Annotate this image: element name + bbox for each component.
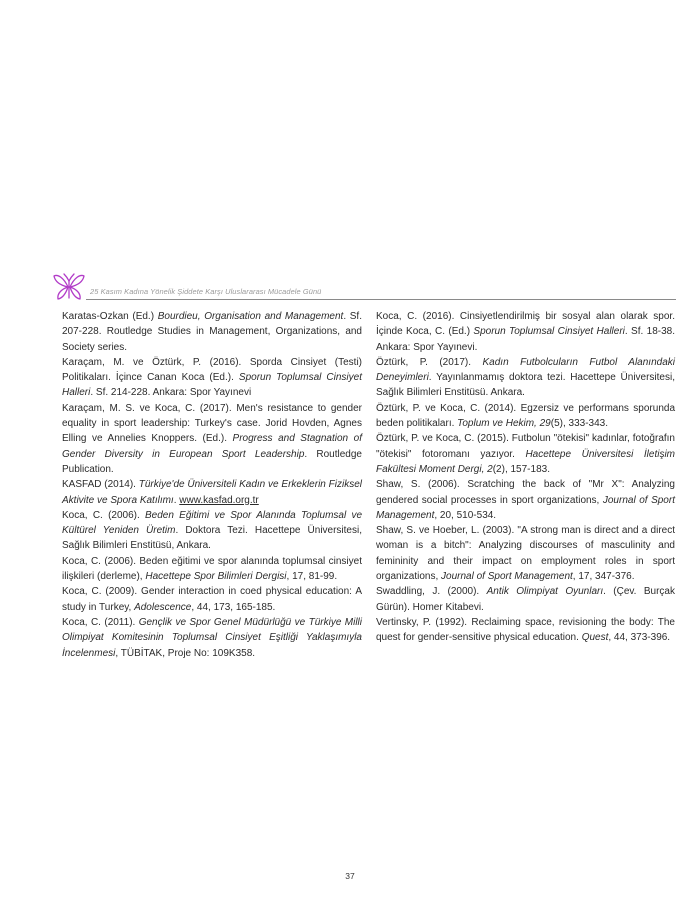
reference-entry: Koca, C. (2009). Gender interaction in coed physical education: A study in Turkey, Adolescence, 44, 173, 165-185. <box>62 586 362 613</box>
reference-entry: Koca, C. (2006). Beden Eğitimi ve Spor Alanında Toplumsal ve Kültürel Yeniden Üretim. Doktora Tezi. Hacettepe Üniversitesi, Sağlık Bilimleri Enstitüsü, Ankara. <box>62 509 363 552</box>
reference-entry: Karaçam, M. ve Öztürk, P. (2016). Sporda Cinsiyet (Testi) Politikaları. İçince Canan Koca (Ed.). Sporun Toplumsal Cinsiyet Halleri. Sf. 214-228. Ankara: Spor Yayınevi <box>62 356 362 399</box>
references-left-column <box>62 309 362 661</box>
running-title: 25 Kasım Kadına Yönelik Şiddete Karşı Uluslararası Mücadele Günü <box>90 287 322 296</box>
reference-entry: Koca, C. (2011). Gençlik ve Spor Genel Müdürlüğü ve Türkiye Milli Olimpiyat Komitesinin Toplumsal Cinsiyet Eşitliği Yaklaşımıyla İncelenmesi, TÜBİTAK, Proje No: 109K358. <box>62 616 362 659</box>
reference-entry: Öztürk, P. ve Koca, C. (2015). Futbolun "ötekisi" kadınlar, fotoğrafın "ötekisi" fotoromanı yazıyor. Hacettepe Üniversitesi İletişim Fakültesi Moment Dergi, 2(2), 157-183. <box>376 433 675 475</box>
reference-entry: KASFAD (2014). Türkiye'de Üniversiteli Kadın ve Erkeklerin Fiziksel Aktivite ve Spora Katılımı. www.kasfad.org.tr <box>62 479 362 506</box>
page-header <box>52 272 676 302</box>
page-number: 37 <box>345 871 355 881</box>
header-divider <box>86 299 676 300</box>
reference-entry: Vertinsky, P. (1992). Reclaiming space, revisioning the body: The quest for gender-sensitive physical education. Quest, 44, 373-396. <box>376 616 675 644</box>
kasfad-link[interactable]: www.kasfad.org.tr <box>179 494 259 506</box>
references-right-column <box>376 309 675 646</box>
reference-entry: Shaw, S. ve Hoeber, L. (2003). "A strong man is direct and a direct woman is a bitch": Analyzing discourses of masculinity and femininity and their impact on employment roles in sport organizations, Journal of Sport Management, 17, 347-376. <box>376 525 675 583</box>
reference-entry: Öztürk, P. ve Koca, C. (2014). Egzersiz ve performans sporunda beden politikaları. Toplum ve Hekim, 29(5), 333-343. <box>376 402 675 430</box>
reference-entry: Karatas-Ozkan (Ed.) Bourdieu, Organisation and Management. Sf. 207-228. Routledge Studies in Management, Organizations, and Society series. <box>62 311 362 353</box>
butterfly-icon <box>52 272 86 302</box>
reference-entry: Swaddling, J. (2000). Antik Olimpiyat Oyunları. (Çev. Burçak Gürün). Homer Kitabevi. <box>376 586 675 613</box>
reference-entry: Koca, C. (2006). Beden eğitimi ve spor alanında toplumsal cinsiyet ilişkileri (derleme), Hacettepe Spor Bilimleri Dergisi, 17, 81-99. <box>62 555 362 583</box>
reference-entry: Shaw, S. (2006). Scratching the back of "Mr X": Analyzing gendered social processes in sport organizations, Journal of Sport Management, 20, 510-534. <box>376 479 675 521</box>
reference-entry: Karaçam, M. S. ve Koca, C. (2017). Men's resistance to gender equality in sport leadership: Turkey's case. Jorid Hovden, Agnes Elling ve Annelies Knoppers. (Ed.). Progress and Stagnation of Gender Diversity in European Sport Leadership. Routledge Publication. <box>62 402 362 475</box>
reference-entry: Öztürk, P. (2017). Kadın Futbolcuların Futbol Alanındaki Deneyimleri. Yayınlanmamış doktora tezi. Hacettepe Üniversitesi, Sağlık Bilimleri Enstitüsü. Ankara. <box>376 356 675 399</box>
reference-entry: Koca, C. (2016). Cinsiyetlendirilmiş bir sosyal alan olarak spor. İçinde Koca, C. (Ed.) Sporun Toplumsal Cinsiyet Halleri. Sf. 18-38. Ankara: Spor Yayınevi. <box>376 311 676 353</box>
